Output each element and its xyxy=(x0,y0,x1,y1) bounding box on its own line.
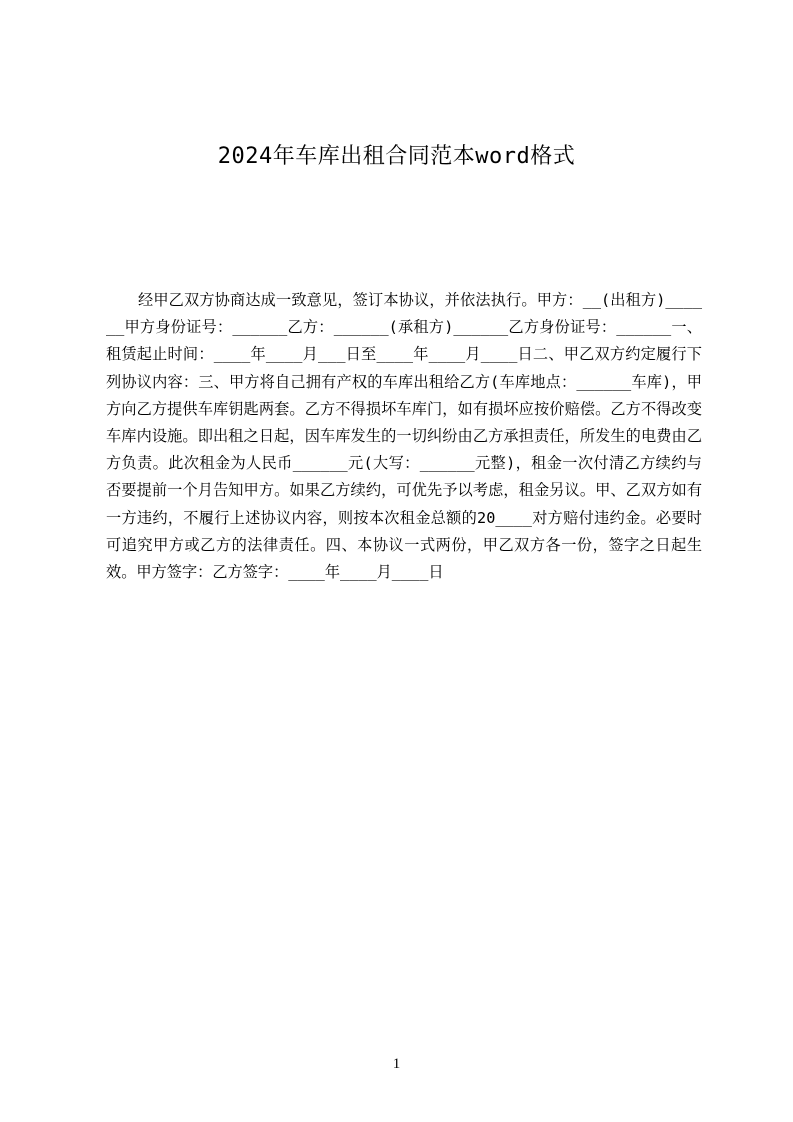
contract-body-paragraph: 经甲乙双方协商达成一致意见，签订本协议，并依法执行。甲方：__(出租方)______甲方身份证号：______乙方：______(承租方)______乙方身份证号：______一、租赁起止时间：____年____月___日至____年____月____日二、甲乙双方约定履行下列协议内容：三、甲方将自己拥有产权的车库出租给乙方(车库地点：______车库)，甲方向乙方提供车库钥匙两套。乙方不得损坏车库门，如有损坏应按价赔偿。乙方不得改变车库内设施。即出租之日起，因车库发生的一切纠纷由乙方承担责任，所发生的电费由乙方负责。此次租金为人民币______元(大写：______元整)，租金一次付清乙方续约与否要提前一个月告知甲方。如果乙方续约，可优先予以考虑，租金另议。甲、乙双方如有一方违约，不履行上述协议内容，则按本次租金总额的20____对方赔付违约金。必要时可追究甲方或乙方的法律责任。四、本协议一式两份，甲乙双方各一份，签字之日起生效。甲方签字：乙方签字：____年____月____日 xyxy=(106,291,702,582)
document-title: 2024年车库出租合同范本word格式 xyxy=(217,144,576,169)
page-number: 1 xyxy=(392,1056,401,1072)
